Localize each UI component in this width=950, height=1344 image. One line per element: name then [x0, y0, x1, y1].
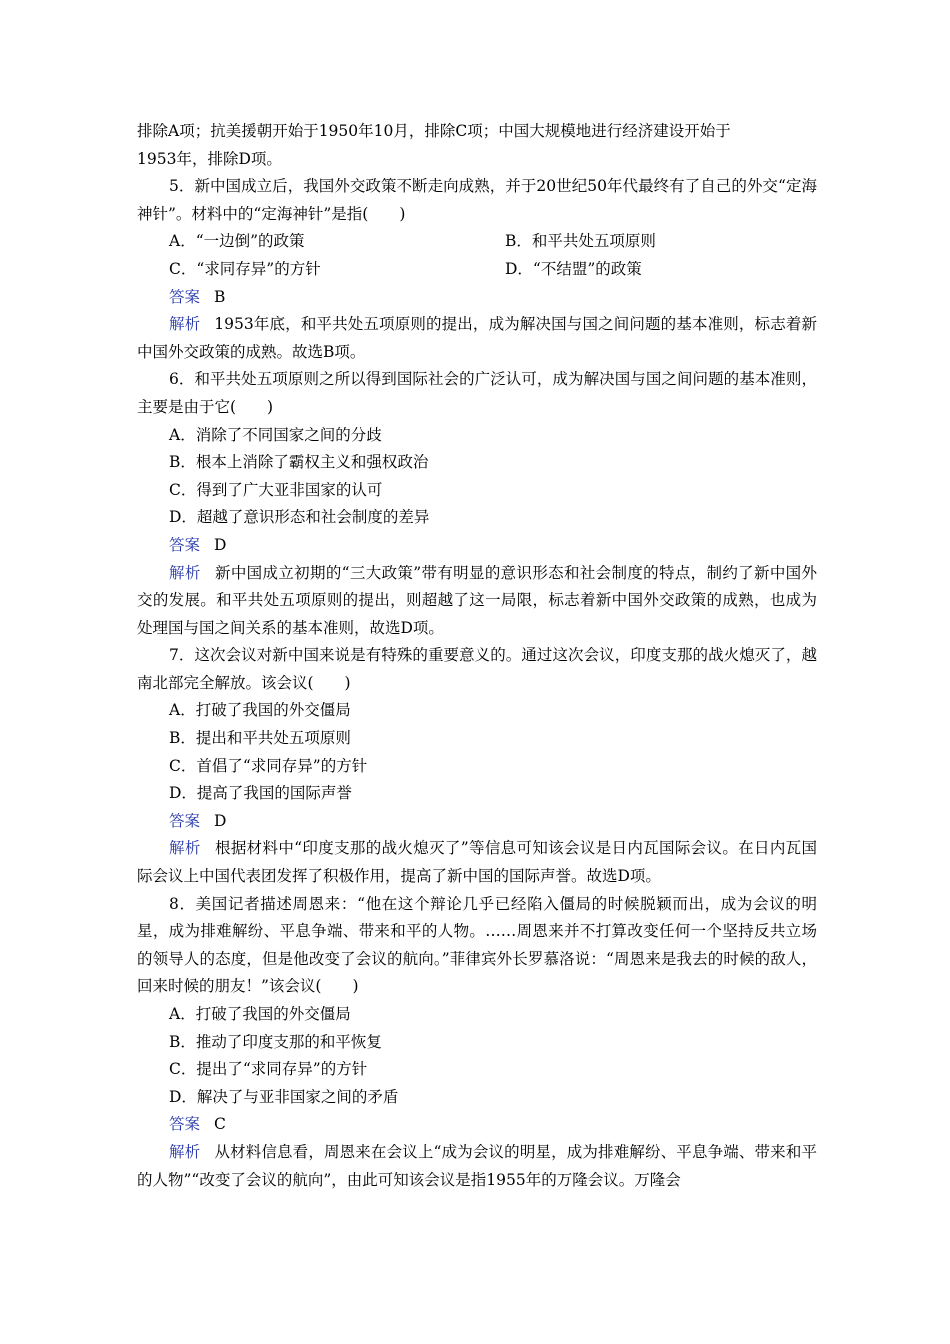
answer-label: 答案: [169, 535, 201, 554]
analysis-label: 解析: [169, 839, 201, 858]
answer-label: 答案: [169, 287, 201, 306]
analysis-label: 解析: [169, 315, 201, 334]
q6-answer-value: D: [214, 535, 227, 554]
q5-answer: [137, 284, 817, 312]
q8-answer-value: C: [214, 1115, 226, 1134]
q8-option-c: C．提出了“求同存异”的方针: [169, 1060, 368, 1079]
q5-analysis: [137, 311, 817, 366]
q5-option-b: B．和平共处五项原则: [505, 232, 656, 251]
q6-option-d: D．超越了意识形态和社会制度的差异: [169, 508, 430, 527]
q8-option-b: B．推动了印度支那的和平恢复: [169, 1032, 382, 1051]
q7-analysis: [137, 835, 817, 890]
analysis-label: 解析: [169, 563, 201, 582]
q7-option-c: C．首倡了“求同存异”的方针: [169, 756, 368, 775]
intro-line: 排除A项；抗美援朝开始于1950年10月，排除C项；中国大规模地进行经济建设开始于: [137, 122, 731, 140]
q8-analysis-text: 从材料信息看，周恩来在会议上“成为会议的明星，成为排难解纷、平息争端、带来和平的人物”“改变了会议的航向”，由此可知该会议是指1955年的万隆会议。万隆会: [137, 1142, 817, 1189]
q6-analysis-text: 新中国成立初期的“三大政策”带有明显的意识形态和社会制度的特点，制约了新中国外交的发展。和平共处五项原则的提出，则超越了这一局限，标志着新中国外交政策的成熟，也成为处理国与国之间关系的基本准则，故选D项。: [137, 563, 817, 637]
q7-answer-value: D: [214, 811, 227, 830]
q7-option-d: D．提高了我国的国际声誉: [169, 784, 352, 803]
q7-answer: [137, 808, 817, 836]
q7-option-b: B．提出和平共处五项原则: [169, 729, 351, 748]
document-page: [137, 118, 817, 1194]
q8-option-a: A．打破了我国的外交僵局: [169, 1005, 351, 1023]
question-7-stem: 7．这次会议对新中国来说是有特殊的重要意义的。通过这次会议，印度支那的战火熄灭了，越南北部完全解放。该会议( ): [137, 646, 817, 692]
q5-option-a: A．“一边倒”的政策: [169, 232, 305, 251]
q8-option-d: D．解决了与亚非国家之间的矛盾: [169, 1087, 399, 1106]
q8-analysis: [137, 1139, 817, 1194]
q7-option-a: A．打破了我国的外交僵局: [169, 701, 351, 720]
q6-option-a: A．消除了不同国家之间的分歧: [169, 425, 382, 444]
q6-analysis: [137, 560, 817, 643]
answer-label: 答案: [169, 811, 201, 830]
question-8-stem: 8．美国记者描述周恩来：“他在这个辩论几乎已经陷入僵局的时候脱颖而出，成为会议的明星，成为排难解纷、平息争端、带来和平的人物。……周恩来并不打算改变任何一个坚持反共立场的领导人的态度，但是他改变了会议的航向。”菲律宾外长罗慕洛说：“周恩来是我去的时候的敌人，回来时候的朋友！”该会议( ): [137, 894, 817, 996]
analysis-label: 解析: [169, 1142, 201, 1161]
q5-option-c: C．“求同存异”的方针: [169, 259, 321, 278]
q5-option-d: D．“不结盟”的政策: [505, 259, 642, 278]
q5-option-row: [137, 256, 817, 284]
q6-option-c: C．得到了广大亚非国家的认可: [169, 480, 383, 499]
q5-analysis-text: 1953年底，和平共处五项原则的提出，成为解决国与国之间问题的基本准则，标志着新中国外交政策的成熟。故选B项。: [137, 315, 817, 361]
question-5-stem: 5．新中国成立后，我国外交政策不断走向成熟，并于20世纪50年代最终有了自己的外交“定海神针”。材料中的“定海神针”是指( ): [137, 177, 817, 223]
q7-analysis-text: 根据材料中“印度支那的战火熄灭了”等信息可知该会议是日内瓦国际会议。在日内瓦国际会议上中国代表团发挥了积极作用，提高了新中国的国际声誉。故选D项。: [137, 839, 817, 886]
q8-answer: [137, 1111, 817, 1139]
q5-answer-value: B: [214, 287, 226, 306]
intro-line: 1953年，排除D项。: [137, 149, 282, 168]
question-6-stem: 6．和平共处五项原则之所以得到国际社会的广泛认可，成为解决国与国之间问题的基本准则，主要是由于它( ): [137, 370, 817, 416]
q6-answer: [137, 532, 817, 560]
answer-label: 答案: [169, 1115, 201, 1134]
q6-option-b: B．根本上消除了霸权主义和强权政治: [169, 453, 429, 472]
q5-option-row: [137, 228, 817, 256]
